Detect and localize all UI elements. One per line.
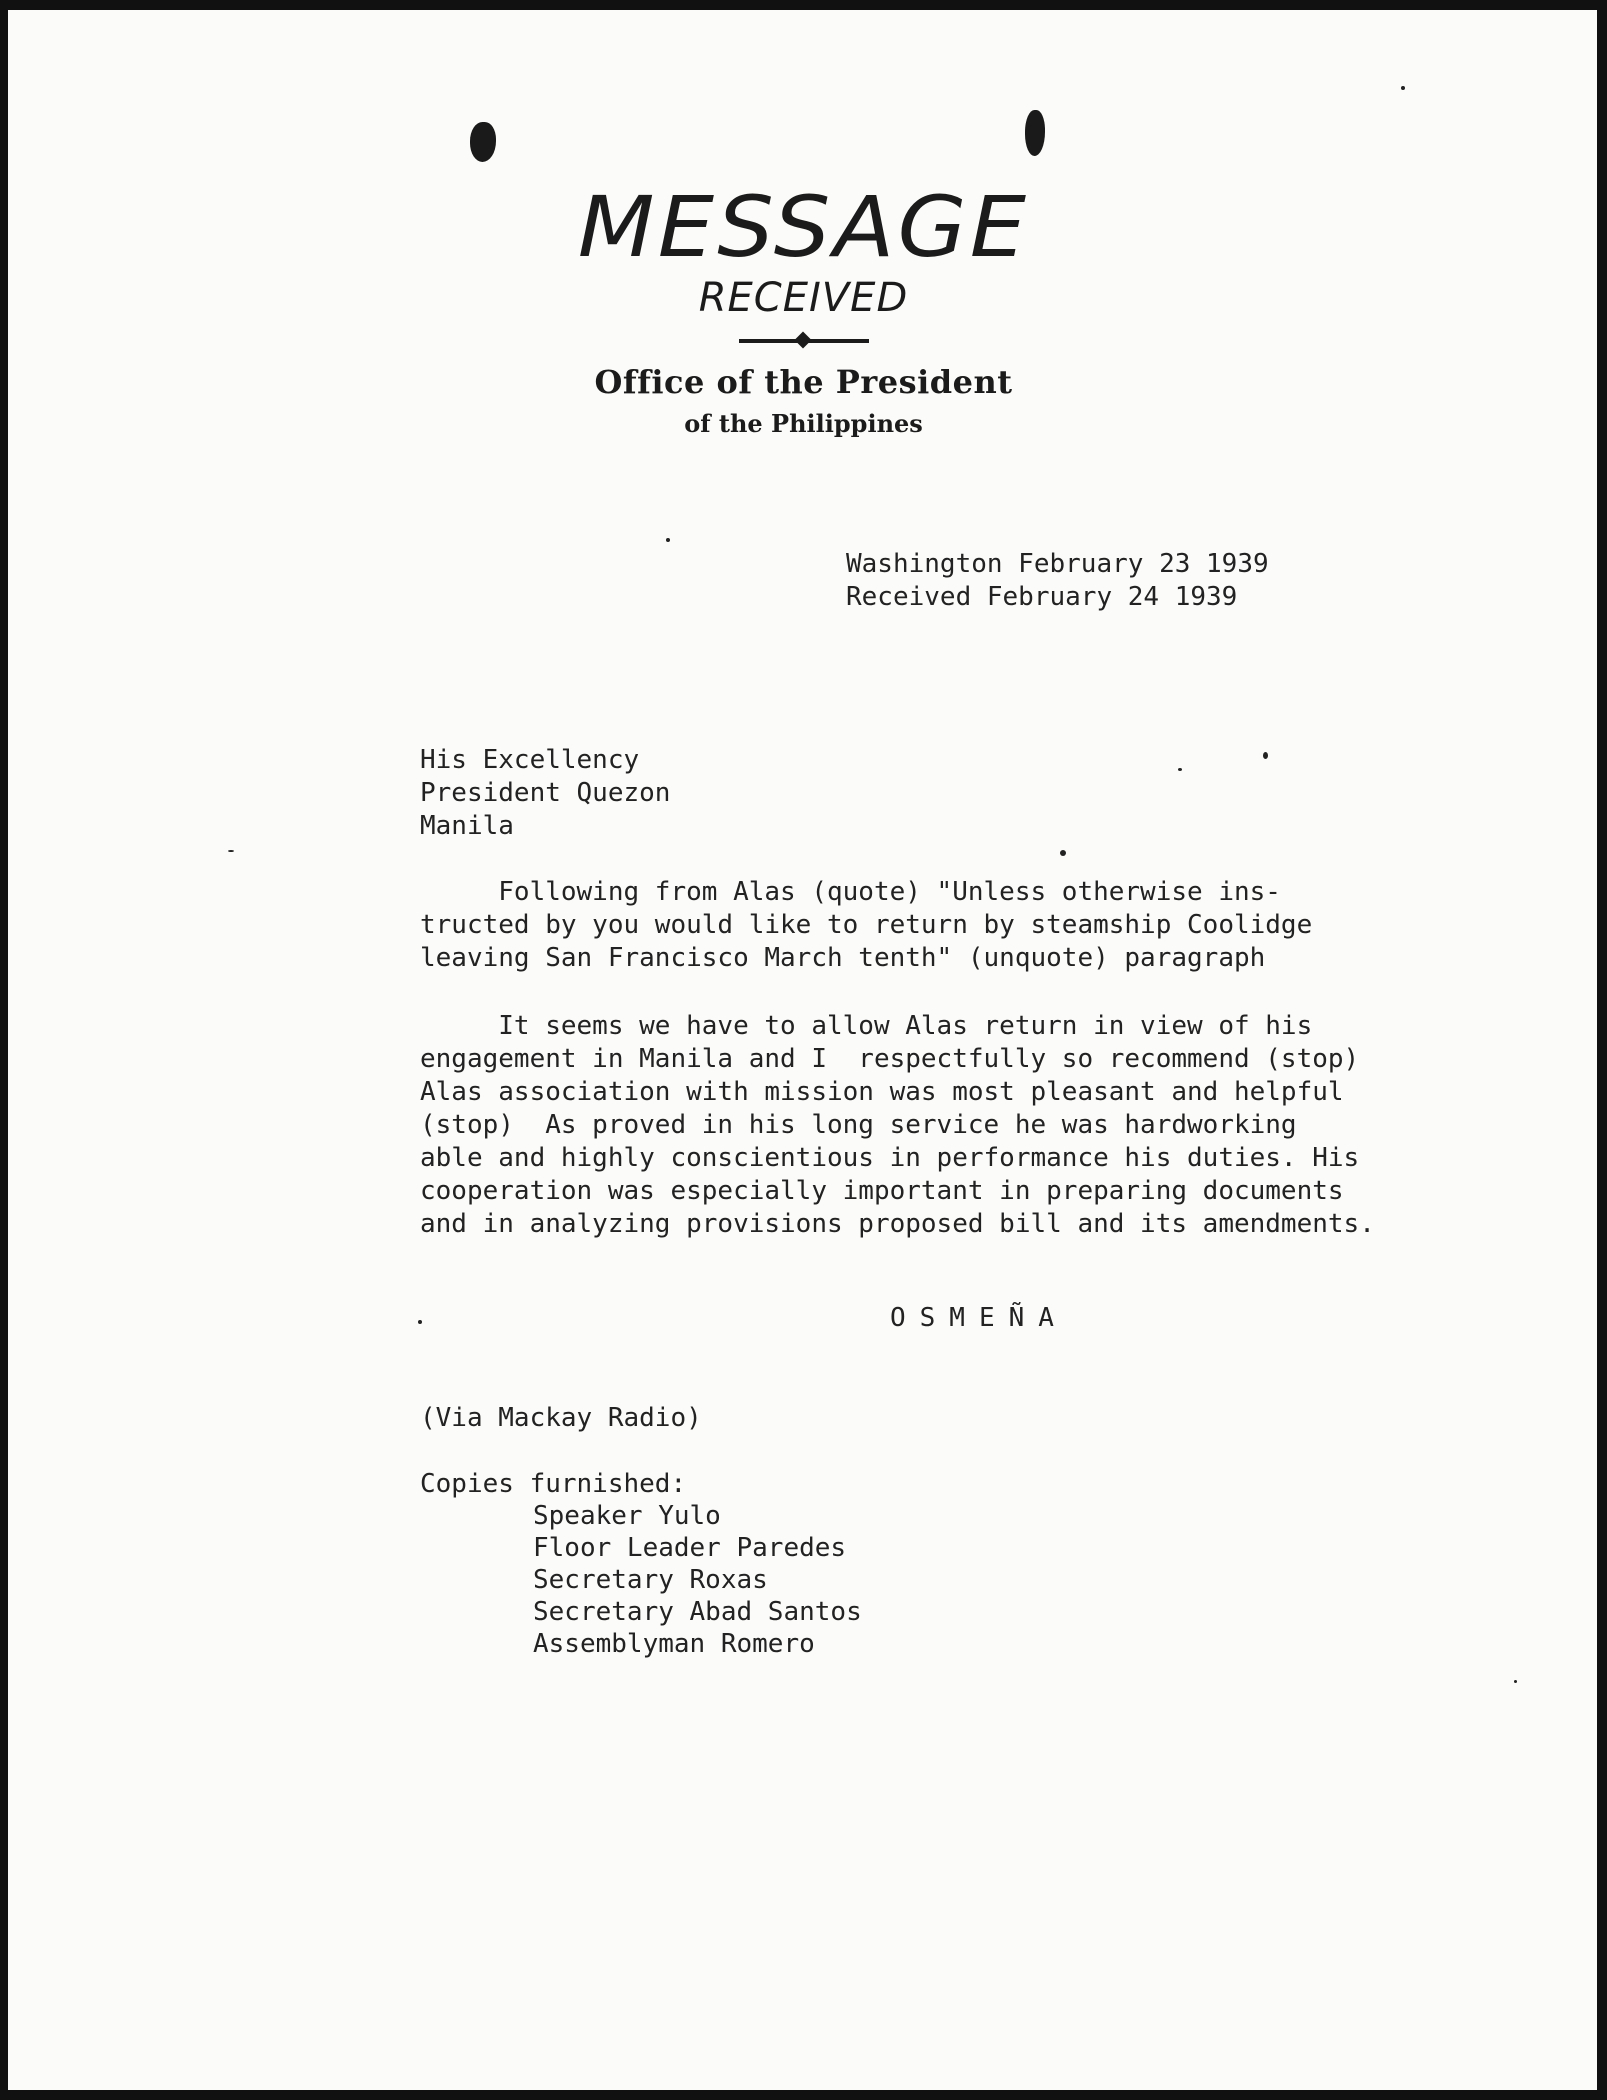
speck [418,1320,422,1324]
letterhead-title: MESSAGE [577,178,1030,276]
speck [228,850,234,852]
speck [666,538,670,542]
punch-hole-right [1025,110,1045,156]
copies-recipient: Floor Leader Paredes [533,1533,847,1563]
speck [1178,768,1182,771]
copies-recipient: Speaker Yulo [533,1501,721,1531]
dateline-received: Received February 24 1939 [846,582,1238,612]
speck [1060,850,1066,856]
body-line: Alas association with mission was most pleasant and helpful [420,1077,1344,1107]
body-line: Following from Alas (quote) "Unless otherwise ins- [420,877,1281,907]
speck [1263,752,1268,759]
dateline-sent: Washington February 23 1939 [846,549,1269,579]
letterhead [8,178,1597,438]
letterhead-office: Office of the President [594,363,1013,401]
body-line: tructed by you would like to return by steamship Coolidge [420,910,1313,940]
document-page [8,10,1597,2090]
punch-hole-left [470,122,496,162]
address-line-3: Manila [420,811,514,841]
body-line: and in analyzing provisions proposed bill and its amendments. [420,1209,1375,1239]
copies-recipient: Assemblyman Romero [533,1629,815,1659]
speck [1401,86,1405,90]
address-line-2: President Quezon [420,778,671,808]
body-line: engagement in Manila and I respectfully so recommend (stop) [420,1044,1360,1074]
copies-heading: Copies furnished: [420,1469,687,1499]
letterhead-subtitle: RECEIVED [698,275,909,321]
letterhead-divider [739,339,869,343]
body-line: able and highly conscientious in performance his duties. His [420,1143,1360,1173]
speck [1514,1680,1517,1683]
body-line: It seems we have to allow Alas return in view of his [420,1011,1313,1041]
body-line: (stop) As proved in his long service he was hardworking [420,1110,1297,1140]
letterhead-office-sub: of the Philippines [684,409,923,438]
body-line: cooperation was especially important in preparing documents [420,1176,1344,1206]
address-line-1: His Excellency [420,745,640,775]
copies-recipient: Secretary Roxas [533,1565,768,1595]
via-line: (Via Mackay Radio) [420,1403,702,1433]
copies-recipient: Secretary Abad Santos [533,1597,862,1627]
body-line: leaving San Francisco March tenth" (unquote) paragraph [420,943,1266,973]
signature: OSMEÑA [890,1303,1068,1333]
